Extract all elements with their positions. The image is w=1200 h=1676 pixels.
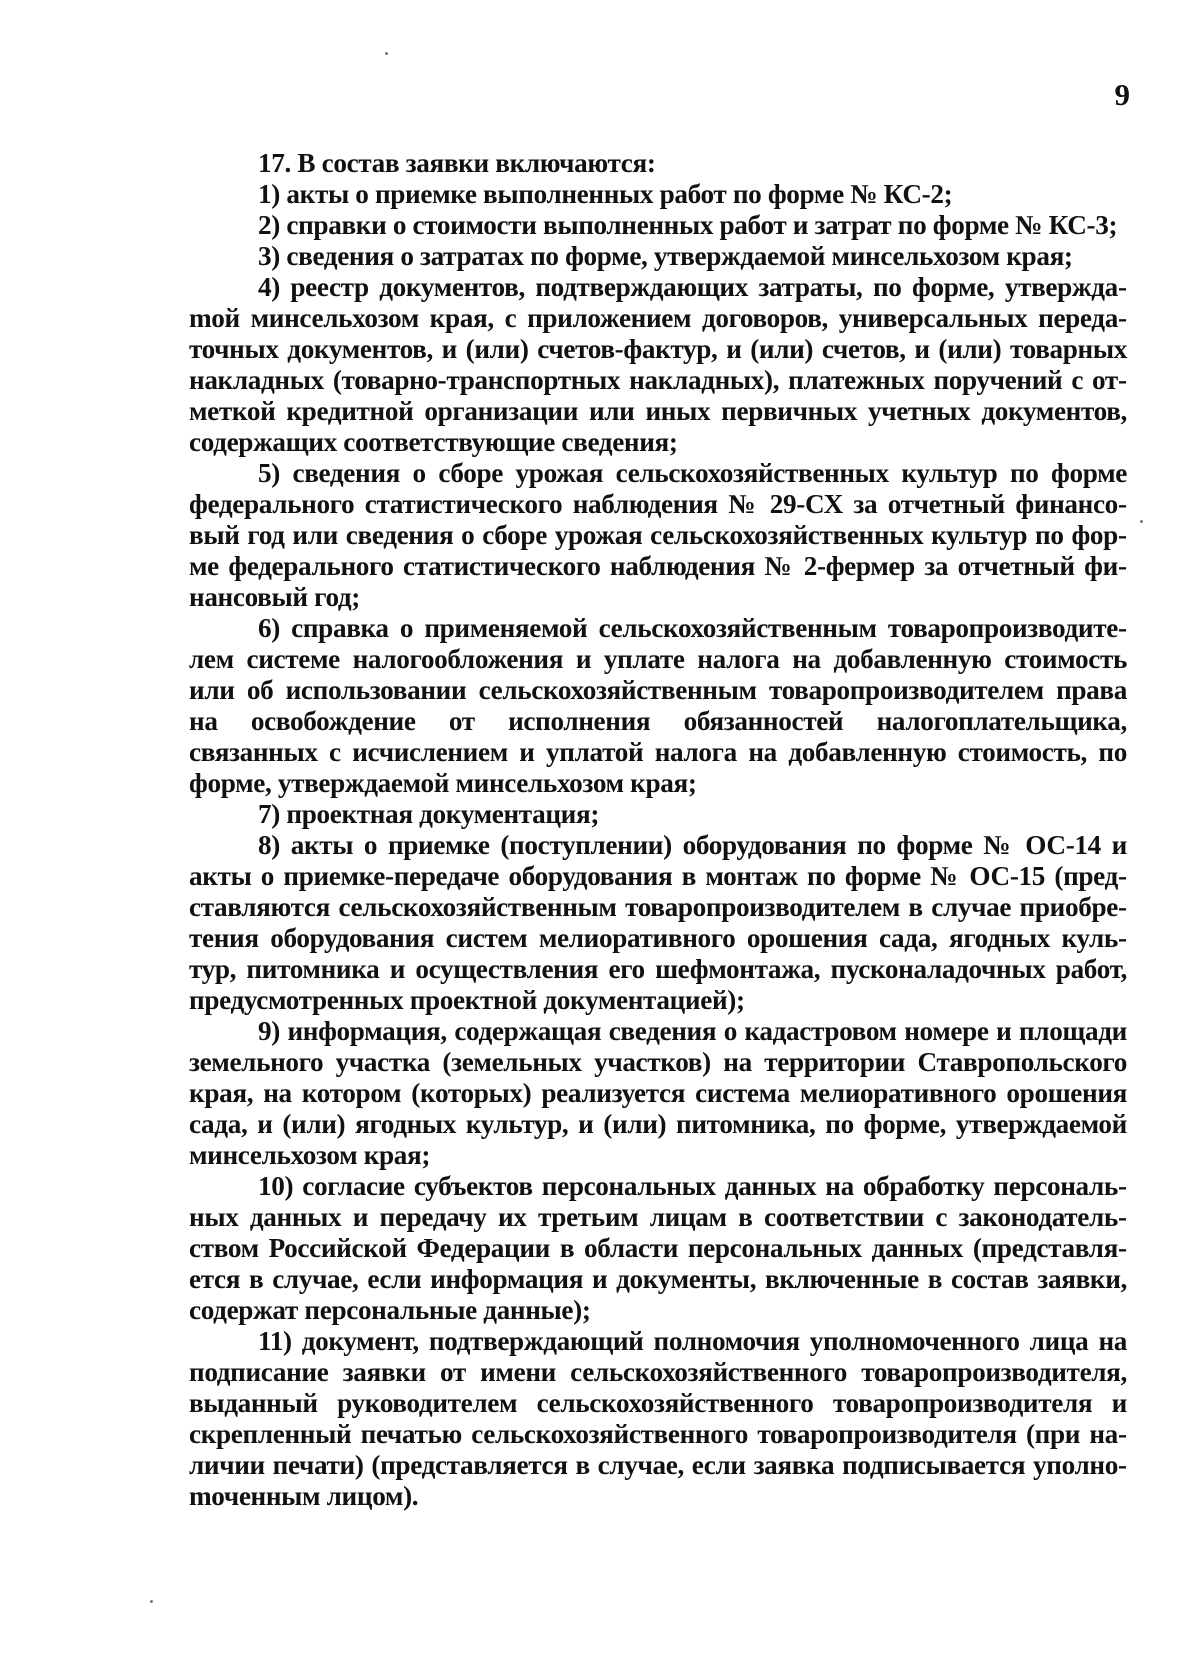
list-item: 1) акты о приемке выполненных работ по форме № КС-2; [258,179,953,209]
list-item: 3) сведения о затратах по форме, утверждаемой минсельхозом края; [258,241,1073,271]
list-item: 5) сведения о сборе урожая сельскохозяйственных культур по форме федерального статистического наблюдения № 29-СХ за отчетный финансовый год или сведения о сборе урожая сельскохозяйственных культур по форме федерального статистического наблюдения № 2-фермер за отчетный финансовый год; [189,458,1127,612]
list-item: 6) справка о применяемой сельскохозяйственным товаропроизводителем системе налогообложения и уплате налога на добавленную стоимость или об использовании сельскохозяйственным товаропроизводителем права на освобождение от исполнения обязанностей налогоплательщика, связанных с исчислением и уплатой налога на добавленную стоимость, по форме, утверждаемой минсельхозом края; [189,613,1127,798]
document-body [189,148,1127,1512]
scan-speck [150,1600,153,1603]
scan-speck [385,52,388,55]
section-heading: 17. В состав заявки включаются: [258,148,656,178]
list-item: 9) информация, содержащая сведения о кадастровом номере и площади земельного участка (земельных участков) на территории Ставропольского края, на котором (которых) реализуется система мелиоративного орошения сада, и (или) ягодных культур, и (или) питомника, по форме, утверждаемой минсельхозом края; [189,1016,1127,1170]
page-number: 9 [1114,77,1130,112]
list-item: 4) реестр документов, подтверждающих затраты, по форме, утверждаmой минсельхозом края, с приложением договоров, универсальных передаточных документов, и (или) счетов-фактур, и (или) счетов, и (или) товарных накладных (товарно-транспортных накладных), платежных поручений с отметкой кредитной организации или иных первичных учетных документов, содержащих соответствующие сведения; [189,272,1127,457]
list-item: 8) акты о приемке (поступлении) оборудования по форме № ОС-14 и акты о приемке-передаче оборудования в монтаж по форме № ОС-15 (представляются сельскохозяйственным товаропроизводителем в случае приобретения оборудования систем мелиоративного орошения сада, ягодных культур, питомника и осуществления его шефмонтажа, пусконаладочных работ, предусмотренных проектной документацией); [189,830,1127,1015]
list-item: 2) справки о стоимости выполненных работ и затрат по форме № КС-3; [258,210,1118,240]
list-item: 10) согласие субъектов персональных данных на обработку персональных данных и передачу их третьим лицам в соответствии с законодательством Российской Федерации в области персональных данных (представляется в случае, если информация и документы, включенные в состав заявки, содержат персональные данные); [189,1171,1127,1325]
list-item: 7) проектная документация; [258,799,600,829]
scan-speck [1140,520,1143,523]
list-item: 11) документ, подтверждающий полномочия уполномоченного лица на подписание заявки от имени сельскохозяйственного товаропроизводителя, выданный руководителем сельскохозяйственного товаропроизводителя и скрепленный печатью сельскохозяйственного товаропроизводителя (при наличии печати) (представляется в случае, если заявка подписывается уполноmоченным лицом). [189,1326,1127,1511]
